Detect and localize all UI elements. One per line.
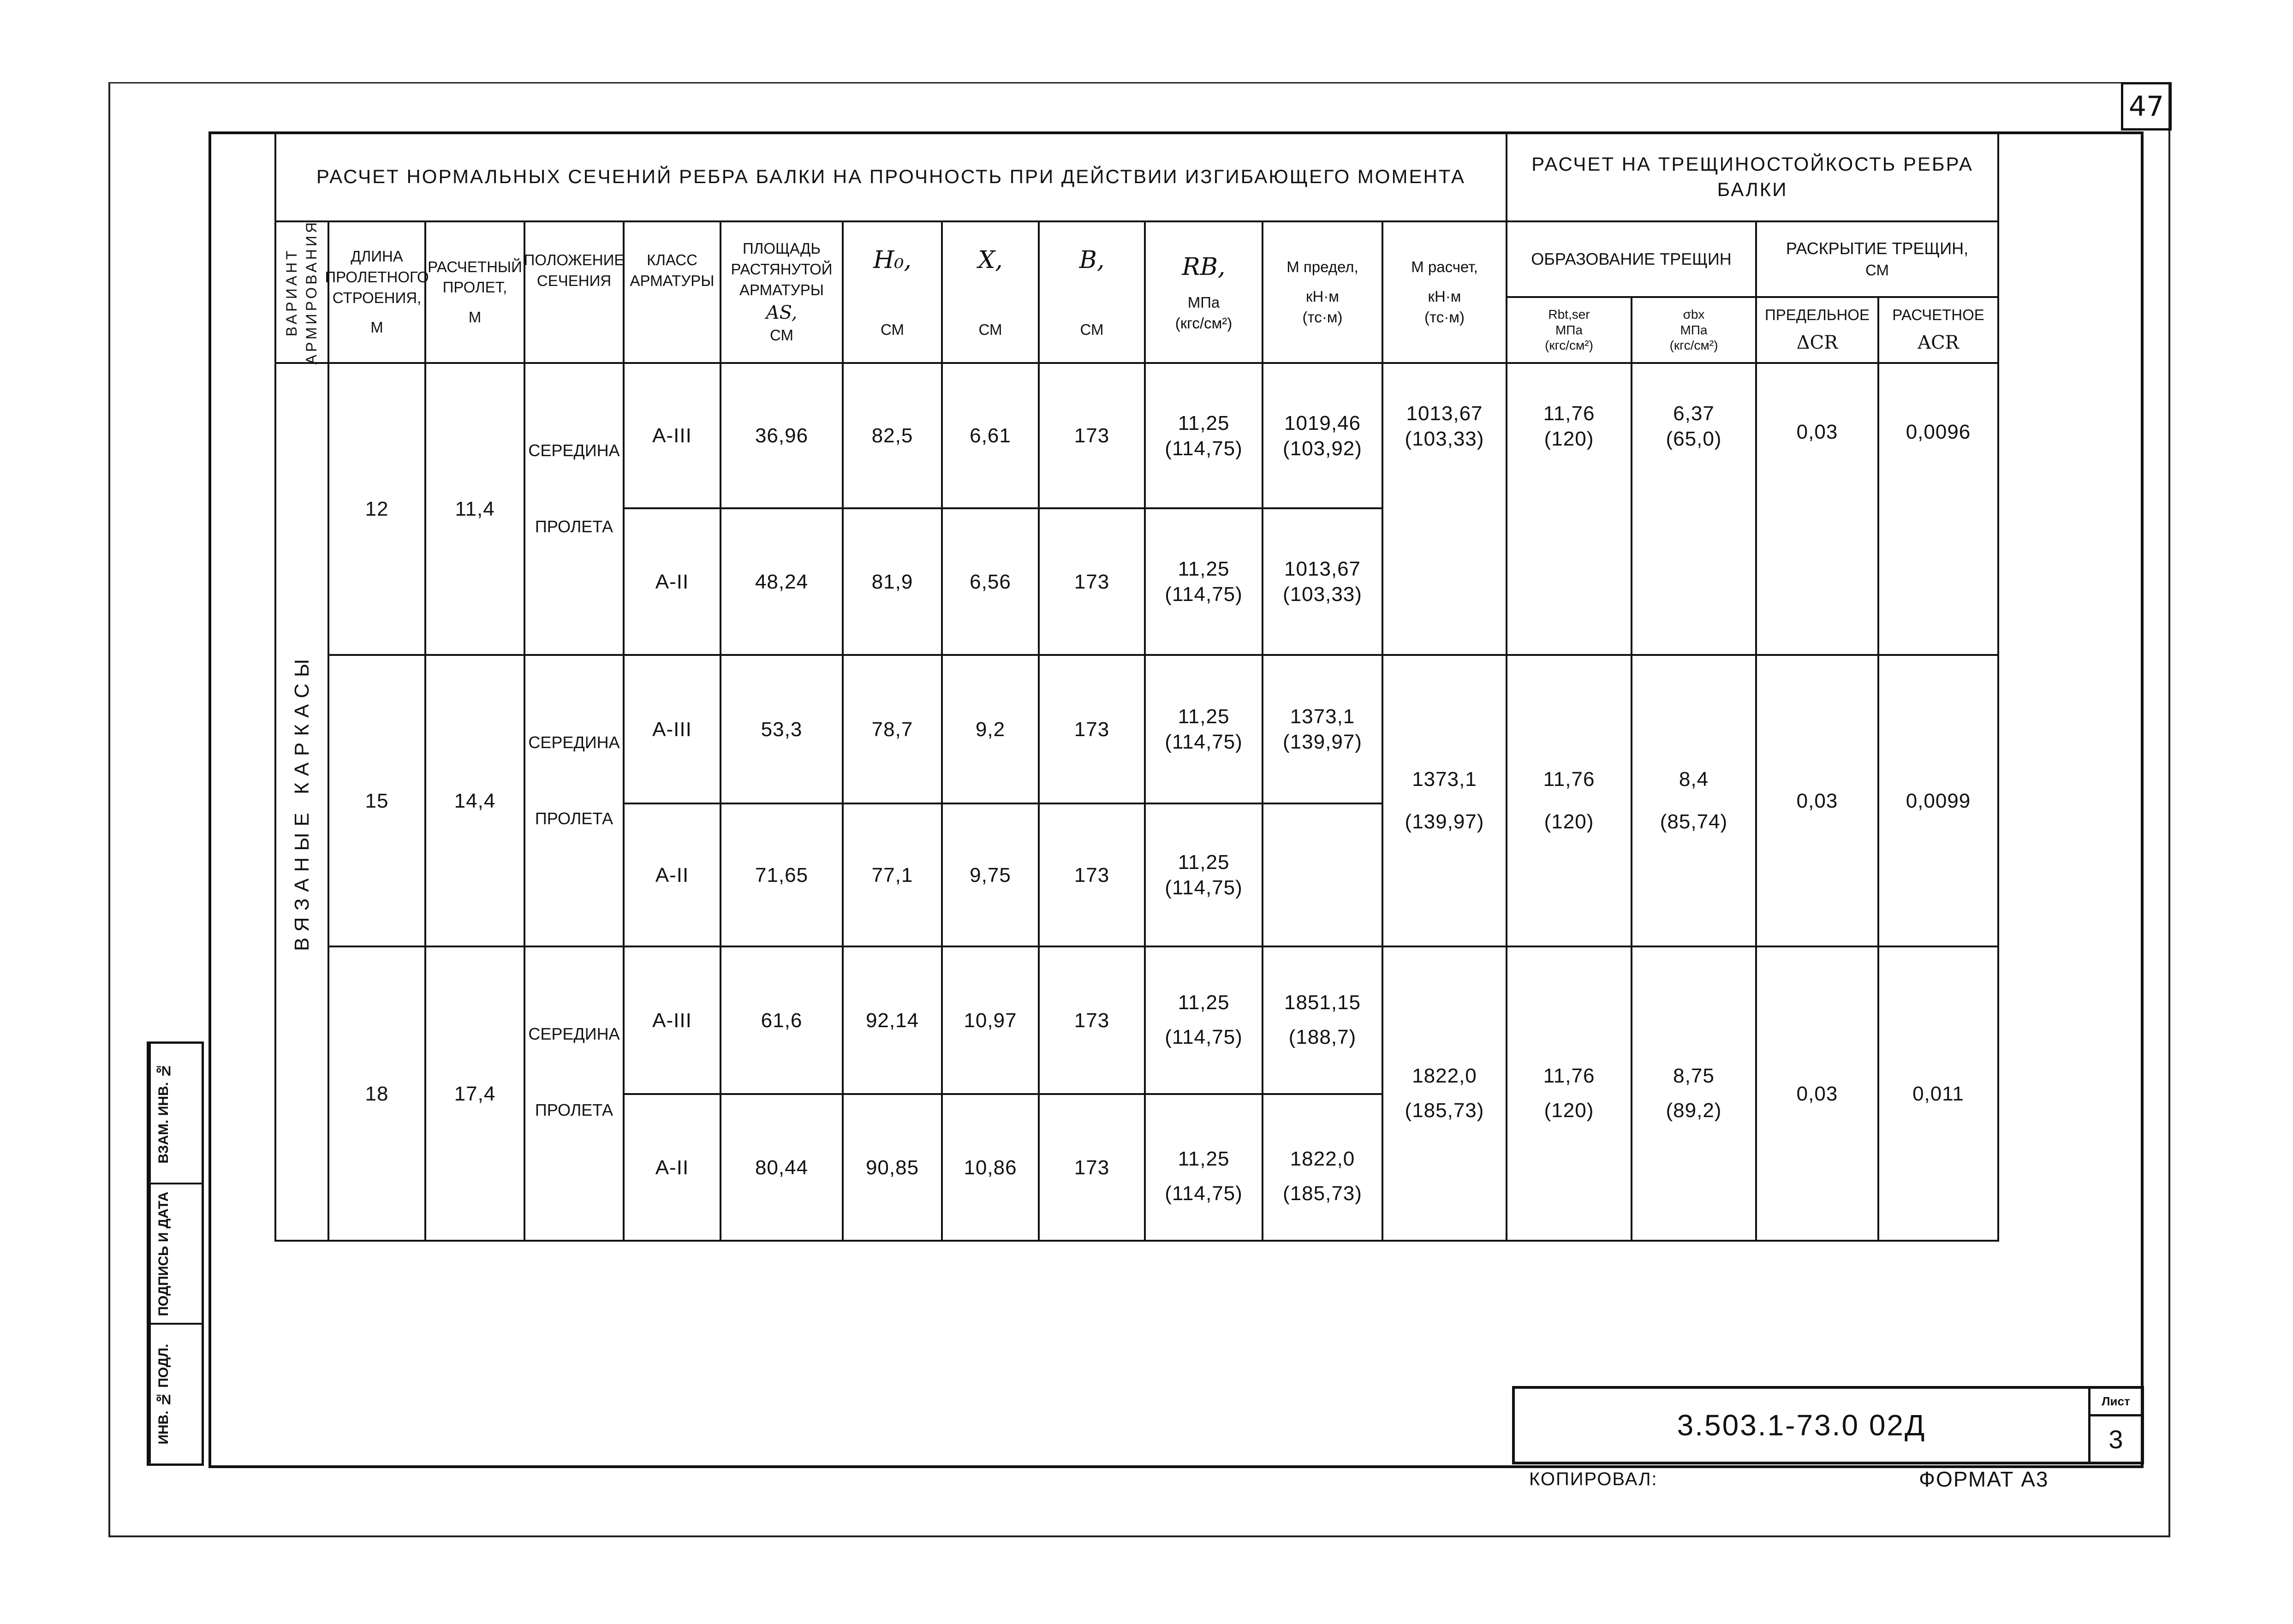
cell-value: 1373,1 [1412,767,1477,791]
cell-value: 0,0096 [1906,421,1971,443]
cell-value: 48,24 [755,570,809,593]
title-text: РАСЧЕТ НА ТРЕЩИНОСТОЙКОСТЬ РЕБРА БАЛКИ [1531,153,1973,200]
g2r2-b [1038,803,1146,947]
group3-sigma-bx [1631,946,1757,1242]
cell-value: 1019,46 [1284,411,1361,434]
group3-delta-cr [1755,946,1879,1242]
cell-value: 81,9 [871,570,913,593]
header-sigma-bx [1631,296,1757,364]
header-text: М предел, [1286,258,1358,275]
g3r1-class [623,946,721,1095]
cell-value-alt: (120) [1544,810,1594,833]
cell-value-alt: (85,74) [1660,810,1728,833]
g1r1-h0 [842,362,943,509]
cell-value-alt: (114,75) [1165,876,1243,899]
cell-value-alt: (114,75) [1165,437,1243,460]
group2-span [424,654,525,947]
cell-value: 36,96 [755,424,809,447]
header-text: РАСЧЕТНОЕ [1892,306,1984,324]
header-unit: М [468,308,482,326]
cell-value: ПРОЛЕТА [535,1101,613,1119]
cell-value-alt: (89,2) [1666,1099,1722,1122]
header-symbol: ΔCR [1796,332,1838,353]
cell-value: A-II [655,1156,689,1179]
header-rb [1144,220,1263,364]
cell-value: 173 [1074,863,1110,886]
group3-position [524,946,625,1242]
header-variant [274,220,329,364]
variant-label: ВЯЗАНЫЕ КАРКАСЫ [291,653,313,951]
group2-a-cr [1877,654,1999,947]
title-text: РАСЧЕТ НОРМАЛЬНЫХ СЕЧЕНИЙ РЕБРА БАЛКИ НА ПРОЧНОСТЬ ПРИ ДЕЙСТВИИ ИЗГИБАЮЩЕГО МОМЕНТА [316,166,1466,188]
cell-value: 0,03 [1796,421,1838,443]
group3-rbtser [1506,946,1632,1242]
group1-length [328,362,426,656]
cell-value-alt: (139,97) [1405,810,1484,833]
cell-value-alt: (114,75) [1165,731,1243,753]
g3r1-rb [1144,946,1263,1095]
cell-value: 0,011 [1912,1082,1964,1105]
cell-value: 11,4 [455,498,495,520]
header-unit: (тс·м) [1424,308,1465,326]
cell-value: СЕРЕДИНА [528,1024,620,1043]
header-text: ОБРАЗОВАНИЕ ТРЕЩИН [1531,249,1732,268]
g2r2-h0 [842,803,943,947]
group1-a-cr [1877,362,1999,656]
cell-value: A-II [655,570,689,593]
header-symbol: RB, [1182,253,1226,281]
g3r2-mlim [1262,1093,1383,1242]
cell-value: 61,6 [761,1009,803,1032]
copied-by-label: КОПИРОВАЛ: [1529,1469,1658,1489]
cell-value: 18 [365,1082,389,1105]
cell-value-alt: (114,75) [1165,583,1243,606]
g2r1-mlim [1262,654,1383,804]
header-unit: СМ [1080,321,1104,339]
g3r1-x [941,946,1040,1095]
header-span [424,220,525,364]
cell-value: 11,25 [1178,991,1230,1014]
cell-value: A-III [652,1009,692,1032]
header-symbol: X, [978,246,1003,274]
header-rebar-class [623,220,721,364]
cell-value: 1013,67 [1284,558,1361,580]
group2-position [524,654,625,947]
cell-value: 0,03 [1796,789,1838,812]
g1r2-h0 [842,507,943,656]
cell-value: 173 [1074,424,1110,447]
header-text: РАСКРЫТИЕ ТРЕЩИН, [1786,239,1969,258]
cell-value: 1822,0 [1290,1148,1355,1171]
group2-rbtser [1506,654,1632,947]
group1-mcalc [1382,362,1507,656]
group1-span [424,362,525,656]
header-unit: М [370,319,383,336]
document-code: 3.503.1-73.0 02Д [1677,1409,1926,1442]
g3r2-b [1038,1093,1146,1242]
header-text: М расчет, [1411,258,1478,275]
cell-value: 17,4 [454,1082,496,1105]
cell-value: 6,56 [970,570,1011,593]
header-unit: МПа [1555,322,1583,337]
cell-value: 11,25 [1178,1148,1230,1171]
header-crack-formation [1506,220,1757,298]
cell-value-alt: (120) [1544,428,1594,450]
g3r2-class [623,1093,721,1242]
g3r1-h0 [842,946,943,1095]
cell-value: 80,44 [755,1156,809,1179]
cell-value: 12 [365,498,389,520]
cell-value: 6,61 [970,424,1011,447]
table-title-crack [1506,131,1999,222]
group1-delta-cr [1755,362,1879,656]
g1r1-x [941,362,1040,509]
g3r2-rb [1144,1093,1263,1242]
header-position [524,220,625,364]
cell-value: 77,1 [871,863,913,886]
header-text: ПРЕДЕЛЬНОЕ [1765,306,1870,324]
g1r2-rb [1144,507,1263,656]
cell-value: ПРОЛЕТА [535,809,613,828]
g1r2-mlim [1262,507,1383,656]
g2r1-class [623,654,721,804]
g2r2-x [941,803,1040,947]
group1-sigma-bx [1631,362,1757,656]
g2r1-rb [1144,654,1263,804]
header-crack-calc [1877,296,1999,364]
header-m-calc [1382,220,1507,364]
header-unit: кН·м [1428,288,1461,305]
cell-value: 1373,1 [1290,705,1355,728]
cell-value: 9,2 [975,718,1006,741]
cell-value: 92,14 [865,1009,919,1032]
g2r1-h0 [842,654,943,804]
cell-value-alt: (188,7) [1288,1026,1357,1048]
group1-rbtser [1506,362,1632,656]
header-rbtser [1506,296,1632,364]
g3r1-as [720,946,844,1095]
header-unit: (тс·м) [1302,308,1343,326]
cell-value: 1013,67 [1406,402,1483,425]
sheet-label: Лист [2091,1389,2141,1416]
variant-label-cell [274,362,329,1242]
cell-value-alt: (120) [1544,1099,1594,1122]
group3-mcalc [1382,946,1507,1242]
g1r1-b [1038,362,1146,509]
g2r2-mlim [1262,803,1383,947]
format-label: ФОРМАТ А3 [1919,1467,2049,1491]
header-text: ДЛИНА ПРОЛЕТНОГО СТРОЕНИЯ, [325,248,429,306]
header-unit: (кгс/см²) [1545,338,1593,353]
g1r2-b [1038,507,1146,656]
header-b [1038,220,1146,364]
cell-value: 14,4 [454,789,496,812]
cell-value: ПРОЛЕТА [535,517,613,536]
group1-position [524,362,625,656]
cell-value-alt: (185,73) [1405,1099,1484,1122]
cell-value: 8,4 [1679,767,1709,791]
cell-value: A-III [652,718,692,741]
header-text: ВАРИАНТ АРМИРОВАНИЯ [283,220,320,365]
cell-value-alt: (114,75) [1165,1026,1243,1048]
header-symbol: Rbt,ser [1548,307,1590,322]
g2r2-rb [1144,803,1263,947]
cell-value: 0,03 [1796,1082,1838,1105]
cell-value: 173 [1074,570,1110,593]
header-text: ПЛОЩАДЬ РАСТЯНУТОЙ АРМАТУРЫ [731,240,833,298]
header-symbol: B, [1079,246,1105,274]
stamp-label: ПОДПИСЬ И ДАТА [149,1184,177,1323]
cell-value: 9,75 [970,863,1011,886]
g1r1-class [623,362,721,509]
header-crack-opening [1755,220,1999,298]
stamp-label: ВЗАМ. ИНВ. № [149,1044,177,1183]
cell-value-alt: (65,0) [1666,428,1722,450]
cell-value: 78,7 [871,718,913,741]
group2-sigma-bx [1631,654,1757,947]
header-symbol: ACR [1918,332,1959,353]
g2r2-as [720,803,844,947]
cell-value-alt: (114,75) [1165,1182,1243,1205]
g3r1-b [1038,946,1146,1095]
g2r1-b [1038,654,1146,804]
header-text: РАСЧЕТНЫЙ ПРОЛЕТ, [428,258,522,296]
header-symbol: AS, [766,302,798,324]
cell-value: A-II [655,863,689,886]
cell-value: 11,76 [1543,767,1595,791]
table-title-strength [274,131,1507,222]
g1r2-as [720,507,844,656]
group3-a-cr [1877,946,1999,1242]
g2r1-x [941,654,1040,804]
cell-value: 90,85 [865,1156,919,1179]
cell-value: 0,0099 [1906,789,1971,812]
cell-value: 10,97 [964,1009,1017,1032]
cell-value: 11,76 [1543,1065,1595,1088]
header-text: КЛАСС АРМАТУРЫ [630,251,715,289]
cell-value: 11,25 [1178,705,1230,728]
cell-value: 11,76 [1543,402,1595,425]
g2r2-class [623,803,721,947]
cell-value: СЕРЕДИНА [528,441,620,460]
header-symbol: σbx [1683,307,1705,322]
cell-value: A-III [652,424,692,447]
g3r2-as [720,1093,844,1242]
g2r1-as [720,654,844,804]
header-unit: кН·м [1306,288,1339,305]
cell-value: 173 [1074,718,1110,741]
cell-value-alt: (103,92) [1283,437,1362,460]
cell-value-alt: (103,33) [1283,583,1362,606]
g1r1-as [720,362,844,509]
sheet-cell [2088,1389,2141,1462]
header-m-limit [1262,220,1383,364]
group2-length [328,654,426,947]
header-area [720,220,844,364]
group3-span [424,946,525,1242]
header-text: ПОЛОЖЕНИЕ СЕЧЕНИЯ [524,251,625,289]
cell-value: 173 [1074,1156,1110,1179]
cell-value: 1822,0 [1412,1065,1477,1088]
g3r1-mlim [1262,946,1383,1095]
cell-value: 11,25 [1178,851,1230,874]
header-unit: СМ [978,321,1002,339]
cell-value: СЕРЕДИНА [528,733,620,752]
cell-value-alt: (103,33) [1405,428,1484,450]
g1r1-rb [1144,362,1263,509]
cell-value: 15 [365,789,389,812]
g3r2-x [941,1093,1040,1242]
cell-value: 8,75 [1673,1065,1715,1088]
cell-value-alt: (185,73) [1283,1182,1362,1205]
header-length [325,220,429,364]
cell-value-alt: (139,97) [1283,731,1362,753]
cell-value: 11,25 [1178,558,1230,580]
cell-value: 6,37 [1673,402,1715,425]
header-unit: СМ [770,327,793,344]
stamp-label: ИНВ. № ПОДЛ. [149,1325,177,1463]
header-unit: МПа [1187,294,1220,311]
header-unit: (кгс/см²) [1669,338,1718,353]
header-x [941,220,1040,364]
g3r2-h0 [842,1093,943,1242]
group2-delta-cr [1755,654,1879,947]
g1r2-x [941,507,1040,656]
cell-value: 173 [1074,1009,1110,1032]
corner-sheet-number-text: 47 [2128,90,2164,123]
cell-value: 82,5 [871,424,913,447]
header-crack-limit [1755,296,1879,364]
header-unit: МПа [1680,322,1708,337]
group2-mcalc [1382,654,1507,947]
cell-value: 71,65 [755,863,809,886]
header-symbol: H₀, [873,246,911,274]
header-h0 [842,220,943,364]
g1r2-class [623,507,721,656]
cell-value: 53,3 [761,718,803,741]
cell-value: 1851,15 [1284,991,1361,1014]
title-block [1512,1386,2144,1464]
header-unit: (кгс/см²) [1175,314,1233,332]
sheet-number: 3 [2108,1424,2123,1454]
cell-value: 10,86 [964,1156,1017,1179]
header-unit: СМ [881,321,904,339]
group3-length [328,946,426,1242]
cell-value: 11,25 [1178,411,1230,434]
header-unit: СМ [1865,262,1889,279]
g1r1-mlim [1262,362,1383,509]
